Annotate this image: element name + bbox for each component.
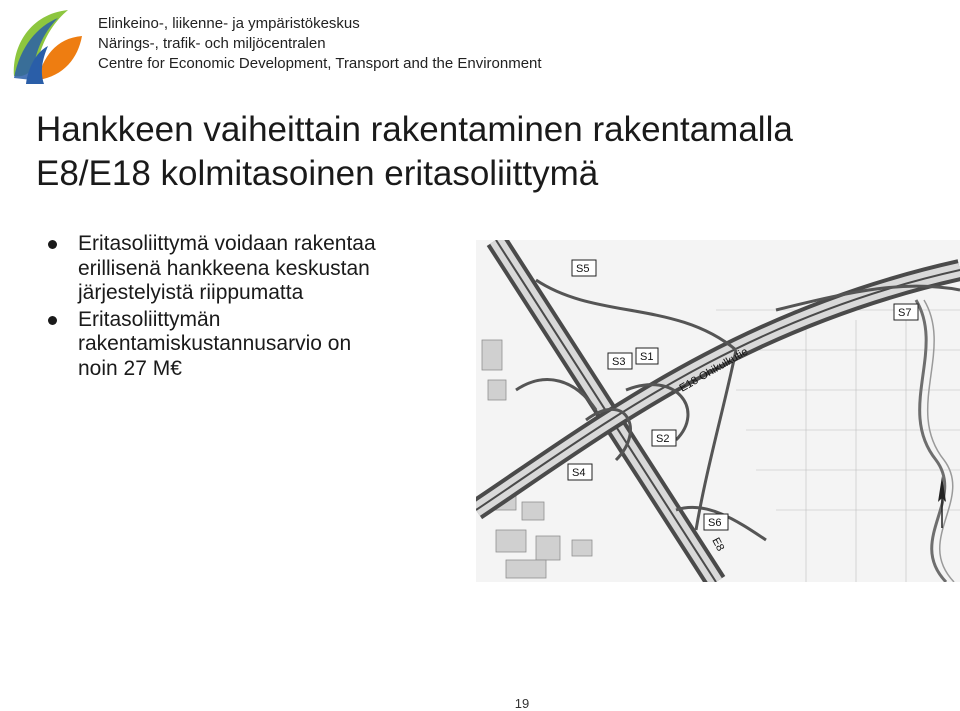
label-s4: S4 <box>572 467 586 479</box>
bullet-line: Eritasoliittymän <box>78 307 221 331</box>
org-name-en: Centre for Economic Development, Transport and the Environment <box>98 55 542 72</box>
bullet-line: erillisenä hankkeena keskustan <box>78 256 370 280</box>
organization-name <box>98 14 542 74</box>
bullet-line: rakentamiskustannusarvio on <box>78 332 352 355</box>
label-s7: S7 <box>898 307 912 319</box>
bullet-list <box>44 232 464 383</box>
org-name-sv: Närings-, trafik- och miljöcentralen <box>98 35 326 52</box>
page-number: 19 <box>514 696 530 711</box>
bullet-item <box>44 232 464 306</box>
label-s3: S3 <box>612 356 626 368</box>
interchange-plan-map <box>476 240 960 582</box>
label-s5: S5 <box>576 263 590 275</box>
bullet-line: järjestelyistä riippumatta <box>78 281 304 304</box>
org-name-fi: Elinkeino-, liikenne- ja ympäristökeskus <box>98 15 360 32</box>
bullet-line: Eritasoliittymä voidaan rakentaa <box>78 232 376 255</box>
label-e8: E8 <box>709 535 727 554</box>
label-s2: S2 <box>656 433 670 445</box>
title-line-1: Hankkeen vaiheittain rakentaminen rakentamalla <box>36 110 793 149</box>
ely-logo-icon <box>8 6 86 84</box>
slide-title <box>36 108 936 196</box>
bullet-line: noin 27 M€ <box>78 356 182 380</box>
label-s1: S1 <box>640 351 654 363</box>
label-e18-ohikulkutie: E18 Ohikulkutie <box>677 345 751 395</box>
bullet-item <box>44 308 464 382</box>
bullet-dot-icon <box>48 316 57 325</box>
bullet-dot-icon <box>48 240 57 249</box>
title-line-2: E8/E18 kolmitasoinen eritasoliittymä <box>36 154 599 193</box>
label-s6: S6 <box>708 517 722 529</box>
